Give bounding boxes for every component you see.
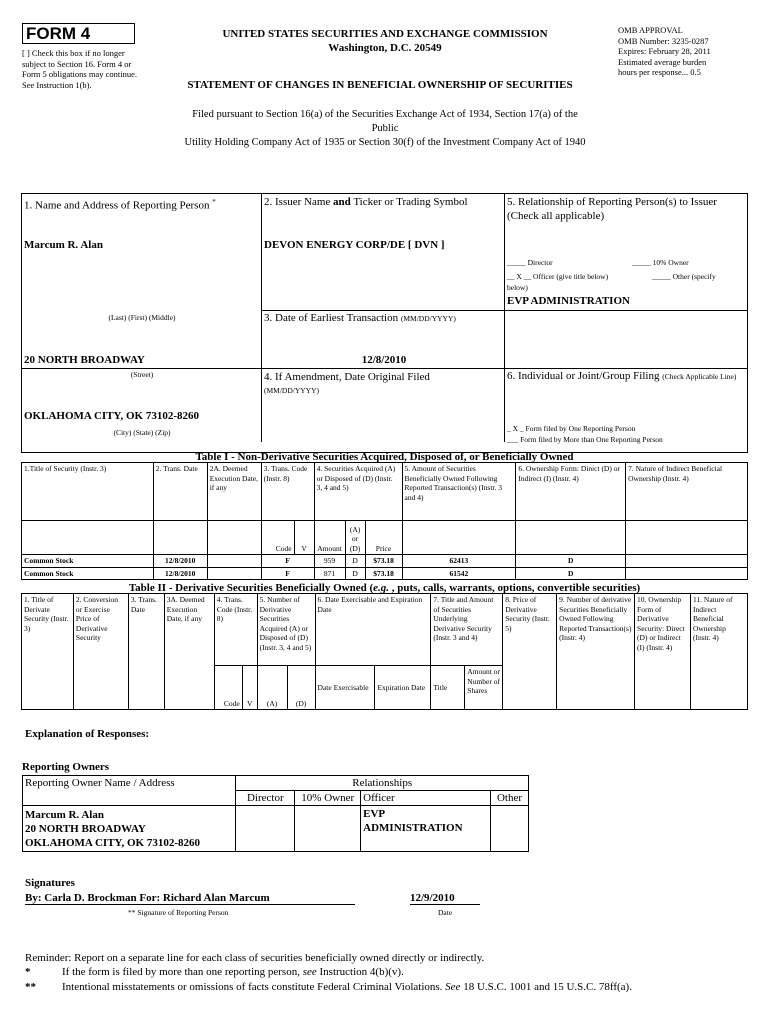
reporting-owners-table xyxy=(22,775,529,852)
box1-label: 1. Name and Address of Reporting Person * xyxy=(24,198,216,212)
omb-line: OMB APPROVAL xyxy=(618,25,683,35)
t1-col-owned: 5. Amount of Securities Beneficially Owned Following Reported Transaction(s) (Instr. 3 and 4) xyxy=(402,463,516,521)
t1-col-code: 3. Trans. Code (Instr. 8) xyxy=(261,463,314,521)
t1-col-date: 2. Trans. Date xyxy=(153,463,207,521)
footnote-2: Intentional misstatements or omissions of facts constitute Federal Criminal Violations. See 18 U.S.C. 1001 and 15 U.S.C. 78ff(a). xyxy=(62,981,632,993)
t1-sub-amount: Amount xyxy=(314,521,345,555)
table-row xyxy=(22,567,748,580)
box4-label: 4. If Amendment, Date Original Filed xyxy=(264,371,430,383)
reporting-person-name: Marcum R. Alan xyxy=(24,239,103,251)
box2-label: 2. Issuer Name and Ticker or Trading Symbol xyxy=(264,196,468,208)
t1-cell: D xyxy=(516,555,626,568)
owner-line: OKLAHOMA CITY, OK 73102-8260 xyxy=(25,836,200,849)
signature-date: 12/9/2010 xyxy=(410,892,480,905)
t2-col-deemed: 3A. Deemed Execution Date, if any xyxy=(164,594,214,710)
box5-label: 5. Relationship of Reporting Person(s) to Issuer xyxy=(507,196,717,208)
t1-cell: 12/8/2010 xyxy=(153,567,207,580)
divider xyxy=(21,368,261,369)
ro-officer-title xyxy=(361,806,491,852)
t1-cell: D xyxy=(345,567,365,580)
t1-cell: F xyxy=(261,555,314,568)
t1-cell: Common Stock xyxy=(22,567,154,580)
t1-cell: 61542 xyxy=(402,567,516,580)
director-checkbox[interactable]: _____ Director xyxy=(507,258,553,267)
multi-person-option[interactable]: ___ Form filed by More than One Reporting Person xyxy=(507,435,663,444)
issuer-value: DEVON ENERGY CORP/DE [ DVN ] xyxy=(264,239,445,251)
reminder: Reminder: Report on a separate line for each class of securities beneficially owned directly or indirectly. xyxy=(25,952,485,964)
t1-cell: 871 xyxy=(314,567,345,580)
asterisk: * xyxy=(212,198,216,206)
omb-line: hours per response... 0.5 xyxy=(618,67,701,77)
t2-sub-code: Code xyxy=(214,666,242,710)
explanation-heading: Explanation of Responses: xyxy=(25,728,150,740)
statement-title: STATEMENT OF CHANGES IN BENEFICIAL OWNERSHIP OF SECURITIES xyxy=(187,79,573,91)
reporting-owners-heading: Reporting Owners xyxy=(22,761,110,773)
t2-col-nature: 11. Nature of Indirect Beneficial Ownership (Instr. 4) xyxy=(690,594,747,710)
t1-cell: D xyxy=(345,555,365,568)
t1-sub-code: Code xyxy=(261,521,294,555)
footnote-1: If the form is filed by more than one reporting person, see Instruction 4(b)(v). xyxy=(62,966,404,978)
name-parts-label: (Last) (First) (Middle) xyxy=(108,313,176,322)
table2 xyxy=(21,593,748,710)
t2-col-form: 10. Ownership Form of Derivative Security: Direct (D) or Indirect (I) (Instr. 4) xyxy=(635,594,691,710)
signature-label: ** Signature of Reporting Person xyxy=(128,908,229,917)
filed-line: Public xyxy=(371,123,399,134)
ten-pct-owner-checkbox[interactable]: _____ 10% Owner xyxy=(632,258,689,267)
t1-cell: 12/8/2010 xyxy=(153,555,207,568)
t1-cell: F xyxy=(261,567,314,580)
t2-col-deriv-price: 8. Price of Derivative Security (Instr. 5) xyxy=(503,594,557,710)
ro-ten-pct: 10% Owner xyxy=(295,791,361,806)
street-label: (Street) xyxy=(130,370,154,379)
officer-line: ADMINISTRATION xyxy=(363,822,463,834)
city-label: (City) (State) (Zip) xyxy=(113,428,171,437)
officer-checkbox[interactable]: __ X __ Officer (give title below) xyxy=(507,272,609,281)
t2-col-underlying: 7. Title and Amount of Securities Underlying Derivative Security (Instr. 3 and 4) xyxy=(431,594,503,666)
table2-title: Table II - Derivative Securities Beneficially Owned (e.g. , puts, calls, warrants, options, convertible securities) xyxy=(128,582,641,594)
agency-name: UNITED STATES SECURITIES AND EXCHANGE COMMISSION xyxy=(222,28,548,40)
t2-sub-exp: Expiration Date xyxy=(375,666,431,710)
filed-pursuant xyxy=(100,108,670,150)
t1-sub-price: Price xyxy=(365,521,402,555)
t1-cell: $73.18 xyxy=(365,567,402,580)
t1-col-acquired: 4. Securities Acquired (A) or Disposed of (D) (Instr. 3, 4 and 5) xyxy=(314,463,402,521)
t2-col-code: 4. Trans. Code (Instr. 8) xyxy=(214,594,257,666)
officer-line: EVP xyxy=(363,808,386,820)
ro-col-name: Reporting Owner Name / Address xyxy=(23,776,236,806)
t1-sub-aord: (A) or (D) xyxy=(345,521,365,555)
t1-cell: $73.18 xyxy=(365,555,402,568)
t2-sub-amount: Amount or Number of Shares xyxy=(465,666,503,710)
box6-label: 6. Individual or Joint/Group Filing (Check Applicable Line) xyxy=(507,370,737,382)
owner-line: 20 NORTH BROADWAY xyxy=(25,822,146,835)
t2-sub-d: (D) xyxy=(287,666,315,710)
divider xyxy=(261,368,748,369)
signatures-heading: Signatures xyxy=(25,877,75,889)
table1 xyxy=(21,462,748,580)
signature-by: By: Carla D. Brockman For: Richard Alan Marcum xyxy=(25,892,355,905)
box3-label: 3. Date of Earliest Transaction (MM/DD/YYYY) xyxy=(264,312,456,324)
date-label: Date xyxy=(438,908,453,917)
ro-other: Other xyxy=(491,791,529,806)
table-row xyxy=(22,555,748,568)
t1-sub-v: V xyxy=(294,521,314,555)
ro-col-rel: Relationships xyxy=(236,776,529,791)
t1-cell: 959 xyxy=(314,555,345,568)
t1-col-form: 6. Ownership Form: Direct (D) or Indirect (I) (Instr. 4) xyxy=(516,463,626,521)
divider xyxy=(504,193,505,442)
check-box-note: [ ] Check this box if no longer subject to Section 16. Form 4 or Form 5 obligations may continue. See Instruction 1(b). xyxy=(22,48,137,90)
t1-cell: 62413 xyxy=(402,555,516,568)
t2-col-owned: 9. Number of derivative Securities Beneficially Owned Following Reported Transaction(s) (Instr. 4) xyxy=(557,594,635,710)
agency-city: Washington, D.C. 20549 xyxy=(328,42,442,54)
other-checkbox[interactable]: _____ Other (specify xyxy=(652,272,716,281)
divider xyxy=(504,310,748,311)
ro-officer: Officer xyxy=(361,791,491,806)
footnote-marker: * xyxy=(25,966,31,978)
omb-approval xyxy=(618,25,758,78)
t1-col-nature: 7. Nature of Indirect Beneficial Ownership (Instr. 4) xyxy=(626,463,748,521)
street-value: 20 NORTH BROADWAY xyxy=(24,354,145,366)
t2-col-exercisable: 6. Date Exercisable and Expiration Date xyxy=(315,594,431,666)
filed-line: Utility Holding Company Act of 1935 or Section 30(f) of the Investment Company Act of 1940 xyxy=(184,137,586,148)
filed-line: Filed pursuant to Section 16(a) of the Securities Exchange Act of 1934, Section 17(a) of the xyxy=(192,109,578,120)
form-title: FORM 4 xyxy=(22,23,135,44)
t2-col-title: 1. Title of Derivate Security (Instr. 3) xyxy=(22,594,74,710)
earliest-transaction-date: 12/8/2010 xyxy=(361,354,407,366)
table1-title: Table I - Non-Derivative Securities Acquired, Disposed of, or Beneficially Owned xyxy=(195,451,574,463)
owner-line: Marcum R. Alan xyxy=(25,808,104,821)
ro-owner-address xyxy=(23,806,236,852)
t1-col-deemed: 2A. Deemed Execution Date, if any xyxy=(207,463,261,521)
footnote-marker: ** xyxy=(25,981,36,993)
divider xyxy=(261,310,505,311)
t1-cell: D xyxy=(516,567,626,580)
one-person-option[interactable]: _ X _ Form filed by One Reporting Person xyxy=(507,424,636,433)
divider xyxy=(261,193,262,442)
t2-col-date: 3. Trans. Date xyxy=(128,594,164,710)
officer-title: EVP ADMINISTRATION xyxy=(507,295,630,307)
box5-sub: (Check all applicable) xyxy=(507,210,605,222)
t2-col-number: 5. Number of Derivative Securities Acquired (A) or Disposed of (D) (Instr. 3, 4 and 5) xyxy=(257,594,315,666)
t2-sub-v: V xyxy=(242,666,257,710)
t2-sub-a: (A) xyxy=(257,666,287,710)
ro-director: Director xyxy=(236,791,295,806)
t2-sub-title: Title xyxy=(431,666,465,710)
city-value: OKLAHOMA CITY, OK 73102-8260 xyxy=(24,410,199,422)
t2-sub-date-ex: Date Exercisable xyxy=(315,666,375,710)
omb-line: OMB Number: 3235-0287 xyxy=(618,35,709,46)
t2-col-price: 2. Conversion or Exercise Price of Derivative Security xyxy=(73,594,128,710)
other-below: below) xyxy=(507,283,528,292)
box4-format: (MM/DD/YYYY) xyxy=(264,386,319,395)
omb-line: Expires: February 28, 2011 xyxy=(618,46,711,56)
t1-col-title: 1.Title of Security (Instr. 3) xyxy=(22,463,154,521)
omb-line: Estimated average burden xyxy=(618,56,707,67)
t1-cell: Common Stock xyxy=(22,555,154,568)
